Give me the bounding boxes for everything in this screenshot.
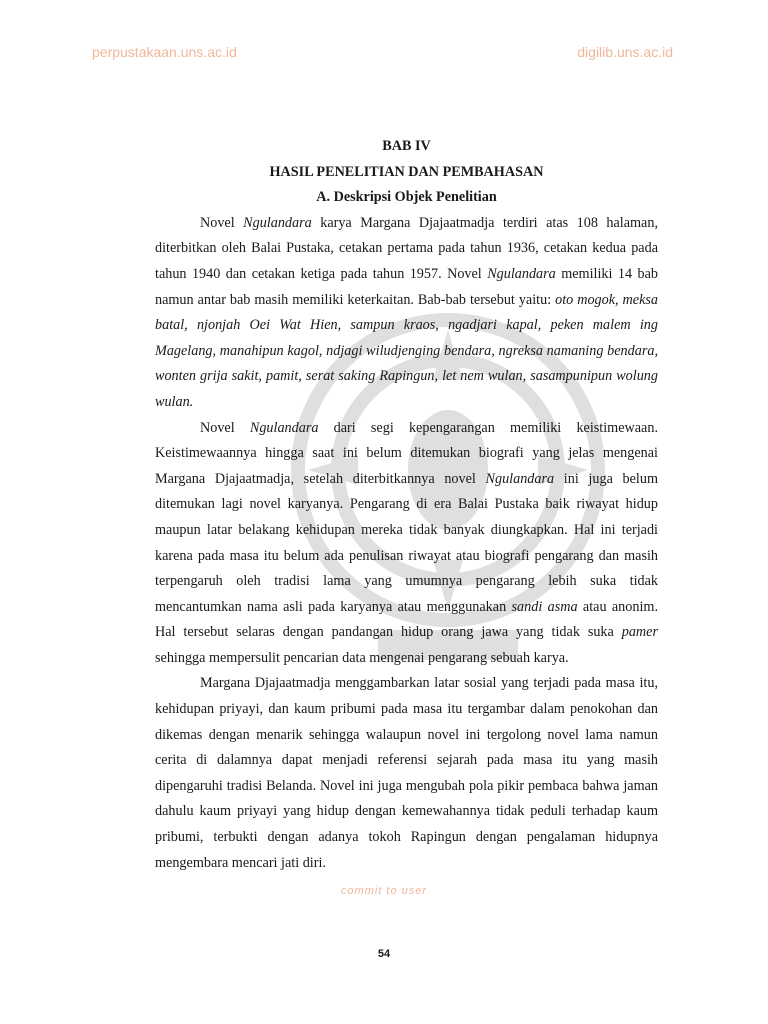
text-run: memiliki 14 bab namun antar bab masih memiliki keterkaitan. Bab-bab tersebut yaitu: [155, 265, 658, 308]
chapter-title: HASIL PENELITIAN DAN PEMBAHASAN [269, 163, 544, 180]
text-run: dari segi kepengarangan memiliki keistimewaan. Keistimewaannya hingga saat ini belum ditemukan biografi yang jelas mengenai Margana Djajaatmadja, setelah diterbitkannya novel [155, 419, 658, 487]
italic-term: sandi asma [511, 598, 578, 615]
page-number: 54 [377, 948, 391, 960]
italic-term: Ngulandara [249, 419, 319, 436]
header-url-left[interactable]: perpustakaan.uns.ac.id [92, 44, 237, 60]
text-run: ini juga belum ditemukan lagi novel karyanya. Pengarang di era Balai Pustaka baik riwayat hidup maupun latar belakang kehidupan mereka tidak banyak diungkapkan. Hal ini terjadi karena pada masa itu belum ada penulisan riwayat atau biografi pengarang dan masih terpengaruh oleh tradisi lama yang umumnya pengarang lebih suka tidak mencantumkan nama asli pada karyanya atau menggunakan [155, 470, 658, 615]
italic-chapter-list: oto mogok, meksa batal, njonjah Oei Wat Hien, sampun kraos, ngadjari kapal, peken malem ing Magelang, manahipun kagol, ndjagi wiludjenging bendara, ngreksa namaning bendara, wonten grija sakit, pamit, serat saking Rapingun, let nem wulan, sasampunipun wolung wulan. [155, 291, 658, 410]
italic-term: Ngulandara [487, 265, 556, 282]
chapter-number: BAB IV [382, 138, 431, 154]
text-run: Novel [200, 419, 250, 436]
header-url-right[interactable]: digilib.uns.ac.id [577, 44, 673, 60]
italic-term: Ngulandara [243, 214, 312, 231]
text-run: Novel [200, 214, 244, 231]
text-run: karya Margana Djajaatmadja terdiri atas 108 halaman, diterbitkan oleh Balai Pustaka, cetakan pertama pada tahun 1936, cetakan kedua pada tahun 1940 dan cetakan ketiga pada tahun 1957. Novel [155, 214, 658, 282]
document-body [155, 134, 658, 876]
paragraph-2 [155, 416, 658, 672]
italic-term: pamer [621, 624, 658, 641]
italic-term: Ngulandara [485, 470, 555, 487]
text-run: sehingga mempersulit pencarian data mengenai pengarang sebuah karya. [155, 649, 569, 666]
section-heading: A. Deskripsi Objek Penelitian [316, 189, 497, 206]
commit-to-user-watermark: commit to user [340, 885, 428, 897]
text-run: atau anonim. Hal tersebut selaras dengan pandangan hidup orang jawa yang tidak suka [155, 598, 658, 641]
paragraph-3: Margana Djajaatmadja menggambarkan latar sosial yang terjadi pada masa itu, kehidupan priyayi, dan kaum pribumi pada masa itu tergambar dalam penokohan dan dikemas dengan menarik sehingga walaupun novel ini tergolong novel lama namun cerita di dalamnya dapat menjadi referensi sejarah pada masa itu yang masih dipengaruhi tradisi Belanda. Novel ini juga mengubah pola pikir pembaca bahwa jaman dahulu kaum priyayi yang hidup dengan kemewahannya tidak peduli terhadap kaum pribumi, terbukti dengan adanya tokoh Rapingun dengan pengalaman hidupnya mengembara mencari jati diri. [155, 675, 658, 871]
paragraph-1 [155, 211, 658, 416]
